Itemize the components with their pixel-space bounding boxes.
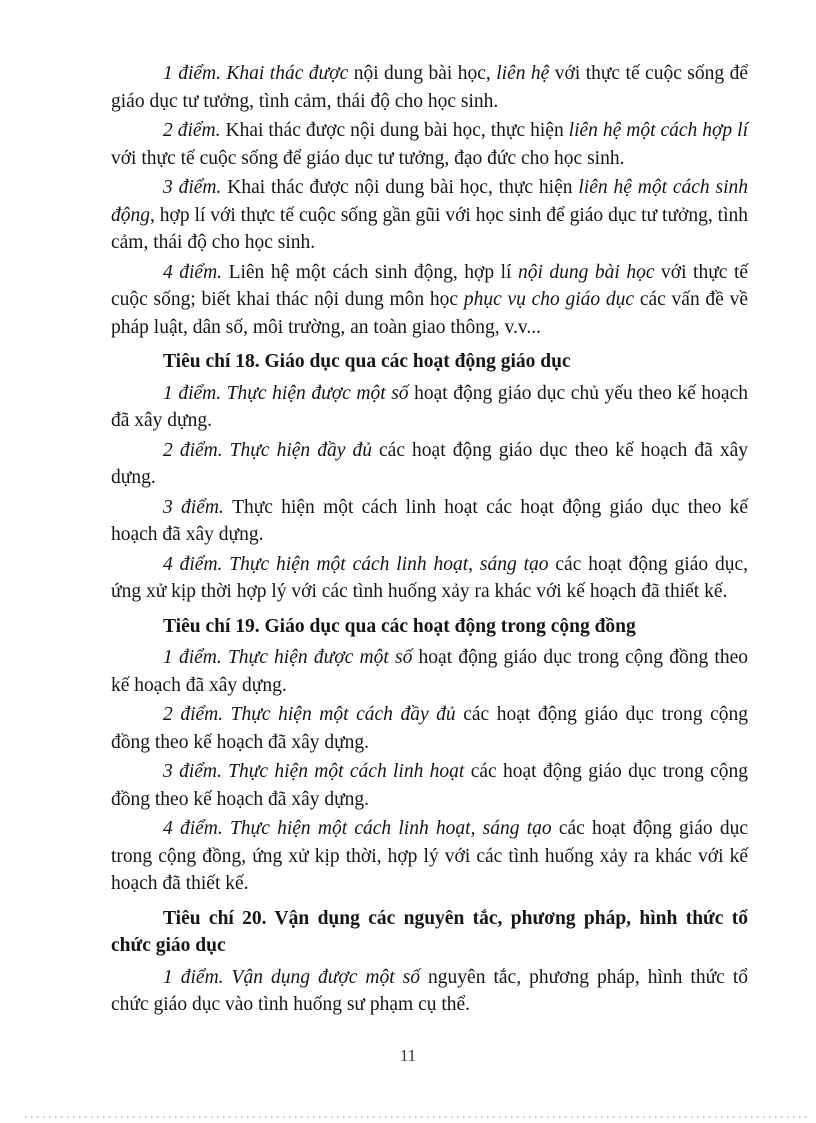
score-paragraph xyxy=(111,551,748,606)
score-paragraph xyxy=(111,701,748,756)
score-paragraph xyxy=(111,174,748,257)
italic-text-run: 1 điểm. Thực hiện được một số xyxy=(163,647,419,668)
italic-text-run: liên hệ một cách hợp lí xyxy=(568,120,748,141)
regular-text-run: các hoạt động giáo dục trong cộng đồng theo kế hoạch đã xây dựng. xyxy=(111,761,748,810)
regular-text-run: các hoạt động giáo dục theo kế hoạch đã xây dựng. xyxy=(111,439,748,488)
regular-text-run: Tiêu chí 18. Giáo dục qua các hoạt động giáo dục xyxy=(163,351,571,372)
italic-text-run: 1 điểm. Thực hiện được một số xyxy=(163,382,415,404)
regular-text-run: nội dung bài học, xyxy=(353,63,497,84)
regular-text-run: hoạt động giáo dục chủ yếu theo kế hoạch đã xây dựng. xyxy=(111,382,748,431)
score-paragraph xyxy=(111,60,748,115)
italic-text-run: nội dung bài học xyxy=(517,261,662,283)
italic-text-run: phục vụ cho giáo dục xyxy=(463,289,640,310)
italic-text-run: 2 điểm. Thực hiện đầy đủ xyxy=(163,439,380,461)
bottom-dotted-divider xyxy=(25,1116,811,1118)
regular-text-run: Liên hệ một cách sinh động, hợp lí xyxy=(228,261,518,283)
italic-text-run: 2 điểm. Thực hiện một cách đầy đủ xyxy=(163,704,464,725)
italic-text-run: 4 điểm. xyxy=(163,261,229,283)
regular-text-run: Tiêu chí 20. Vận dụng các nguyên tắc, phương pháp, hình thức tổ chức giáo dục xyxy=(111,907,748,956)
regular-text-run: các hoạt động giáo dục, ứng xử kịp thời hợp lý với các tình huống xảy ra khác với kế hoạch đã thiết kế. xyxy=(111,553,749,602)
page-footer xyxy=(0,1046,816,1066)
italic-text-run: liên hệ xyxy=(496,63,555,84)
regular-text-run: các hoạt động giáo dục trong cộng đồng theo kế hoạch đã xây dựng. xyxy=(111,704,748,753)
regular-text-run: với thực tế cuộc sống; biết khai thác nội dung môn học xyxy=(111,261,749,310)
regular-text-run: với thực tế cuộc sống để giáo dục tư tưởng, đạo đức cho học sinh. xyxy=(111,147,625,169)
regular-text-run: các hoạt động giáo dục trong cộng đồng, ứng xử kịp thời, hợp lý với các tình huống xảy ra khác với kế hoạch đã thiết kế. xyxy=(111,818,748,894)
score-paragraph xyxy=(111,380,748,435)
regular-text-run: các vấn đề về pháp luật, dân số, môi trường, an toàn giao thông, v.v... xyxy=(111,289,748,338)
page-number: 11 xyxy=(399,1046,417,1065)
regular-text-run: với thực tế cuộc sống để giáo dục tư tưởng, tình cảm, thái độ cho học sinh. xyxy=(111,63,748,112)
regular-text-run: hoạt động giáo dục trong cộng đồng theo kế hoạch đã xây dựng. xyxy=(111,647,748,696)
italic-text-run: 4 điểm. Thực hiện một cách linh hoạt, sáng tạo xyxy=(163,818,559,839)
regular-text-run: nguyên tắc, phương pháp, hình thức tổ chức giáo dục vào tình huống sư phạm cụ thể. xyxy=(111,966,748,1015)
section-heading xyxy=(111,348,748,376)
score-paragraph xyxy=(111,644,748,699)
score-paragraph xyxy=(111,758,748,813)
italic-text-run: liên hệ một cách sinh động xyxy=(111,177,749,226)
regular-text-run: Khai thác được nội dung bài học, thực hiện xyxy=(225,120,569,141)
document-body xyxy=(111,60,748,1021)
score-paragraph xyxy=(111,815,748,898)
score-paragraph xyxy=(111,117,748,172)
italic-text-run: 4 điểm. Thực hiện một cách linh hoạt, sáng tạo xyxy=(163,553,556,575)
italic-text-run: 3 điểm. Thực hiện một cách linh hoạt xyxy=(163,761,471,782)
regular-text-run: Tiêu chí 19. Giáo dục qua các hoạt động trong cộng đồng xyxy=(163,615,636,637)
italic-text-run: 3 điểm. xyxy=(163,177,228,198)
regular-text-run: , hợp lí với thực tế cuộc sống gần gũi với học sinh để giáo dục tư tưởng, tình cảm, thái độ cho học sinh. xyxy=(111,204,748,253)
regular-text-run: Thực hiện một cách linh hoạt các hoạt động giáo dục theo kế hoạch đã xây dựng. xyxy=(111,496,748,545)
section-heading xyxy=(111,613,748,641)
italic-text-run: 1 điểm. Vận dụng được một số xyxy=(163,966,429,988)
regular-text-run: Khai thác được nội dung bài học, thực hiện xyxy=(227,177,579,198)
score-paragraph xyxy=(111,259,748,342)
score-paragraph xyxy=(111,437,748,492)
score-paragraph xyxy=(111,494,748,549)
italic-text-run: 3 điểm. xyxy=(163,496,233,518)
italic-text-run: 1 điểm. Khai thác được xyxy=(163,63,354,84)
section-heading xyxy=(111,905,748,960)
italic-text-run: 2 điểm. xyxy=(163,120,226,141)
score-paragraph xyxy=(111,964,748,1019)
